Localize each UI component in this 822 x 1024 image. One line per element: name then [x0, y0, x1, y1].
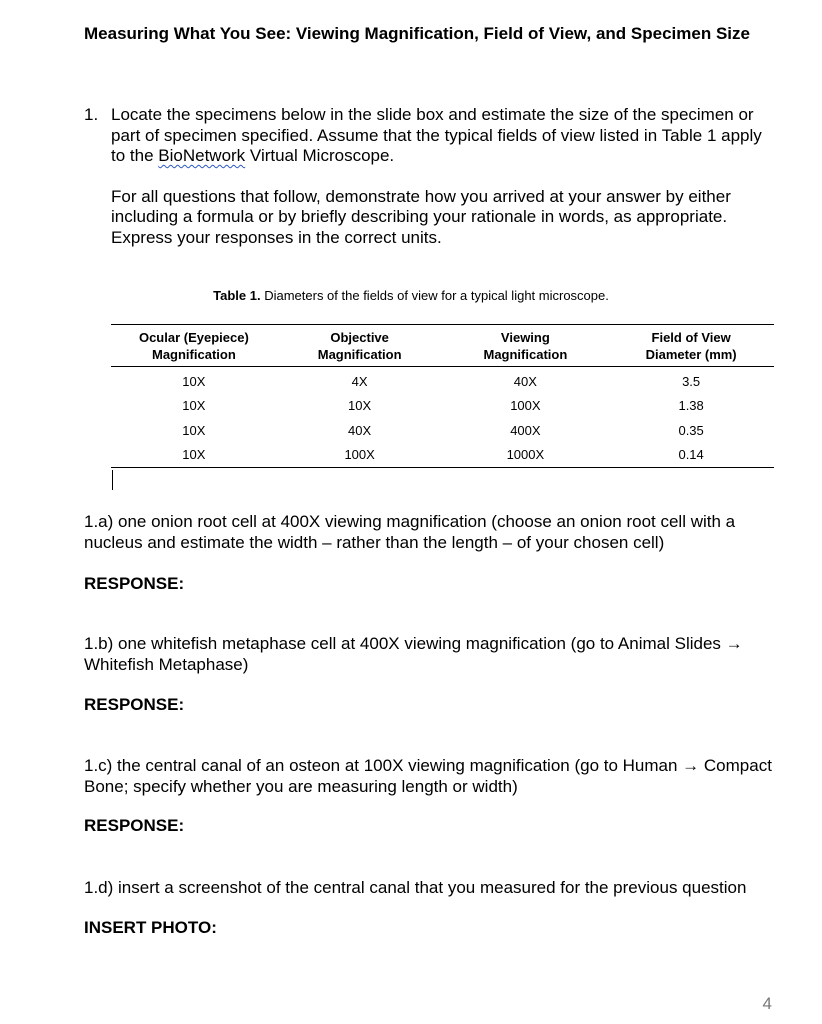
response-label-1c: RESPONSE: [84, 816, 185, 835]
question-1-instructions: For all questions that follow, demonstrate how you arrived at your answer by either including a formula or by briefly describing your rationale in words, as appropriate. Express your responses in the correct units. [111, 186, 731, 247]
table-row [111, 367, 774, 394]
subquestion-1b: 1.b) one whitefish metaphase cell at 400X viewing magnification (go to Animal Slides → Whitefish Metaphase) [84, 634, 743, 674]
table-caption: Table 1. Diameters of the fields of view for a typical light microscope. [213, 288, 609, 303]
question-number: 1. [84, 105, 99, 124]
question-1-intro: Locate the specimens below in the slide box and estimate the size of the specimen or part of specimen specified. Assume that the typical fields of view listed in Table 1 apply to the BioNetwork Virtual Microscope. [111, 105, 762, 165]
insert-photo-label: INSERT PHOTO: [84, 918, 217, 937]
header-fov-diameter: Field of View Diameter (mm) [608, 325, 774, 367]
table-cell: 40X [513, 373, 537, 389]
table-cell: 0.35 [678, 422, 704, 438]
table-cell: 40X [348, 422, 372, 438]
subquestion-1d: 1.d) insert a screenshot of the central canal that you measured for the previous question [84, 878, 747, 897]
header-viewing: Viewing Magnification [443, 325, 609, 367]
response-label-1a: RESPONSE: [84, 574, 185, 593]
table-cell: 1.38 [678, 398, 704, 414]
question-1 [84, 105, 774, 248]
page-title: Measuring What You See: Viewing Magnification, Field of View, and Specimen Size [84, 24, 750, 43]
table-row [111, 443, 774, 468]
table-header-row [111, 325, 774, 367]
subquestion-1a: 1.a) one onion root cell at 400X viewing magnification (choose an onion root cell with a nucleus and estimate the width – rather than the length – of your chosen cell) [84, 512, 736, 552]
response-label-1b: RESPONSE: [84, 695, 185, 714]
table-corner-mark [112, 470, 113, 490]
header-ocular: Ocular (Eyepiece) Magnification [111, 325, 277, 367]
table-row [111, 394, 774, 419]
spellcheck-word: BioNetwork [158, 146, 246, 165]
table-cell: 1000X [443, 443, 609, 468]
table-cell: 10X [182, 373, 206, 389]
table-cell: 10X [348, 398, 372, 414]
header-objective: Objective Magnification [277, 325, 443, 367]
table-cell: 0.14 [608, 443, 774, 468]
table-cell: 100X [510, 398, 541, 414]
subquestion-1c: 1.c) the central canal of an osteon at 100X viewing magnification (go to Human → Compact Bone; specify whether you are measuring length or width) [84, 756, 772, 796]
table-cell: 100X [277, 443, 443, 468]
field-of-view-table [111, 324, 774, 468]
table-cell: 3.5 [682, 373, 701, 389]
table-row [111, 418, 774, 443]
page-number: 4 [762, 994, 772, 1013]
table-cell: 10X [111, 443, 277, 468]
table-cell: 10X [182, 422, 206, 438]
table-cell: 400X [510, 422, 541, 438]
table-cell: 4X [351, 373, 368, 389]
table-cell: 10X [182, 398, 206, 414]
